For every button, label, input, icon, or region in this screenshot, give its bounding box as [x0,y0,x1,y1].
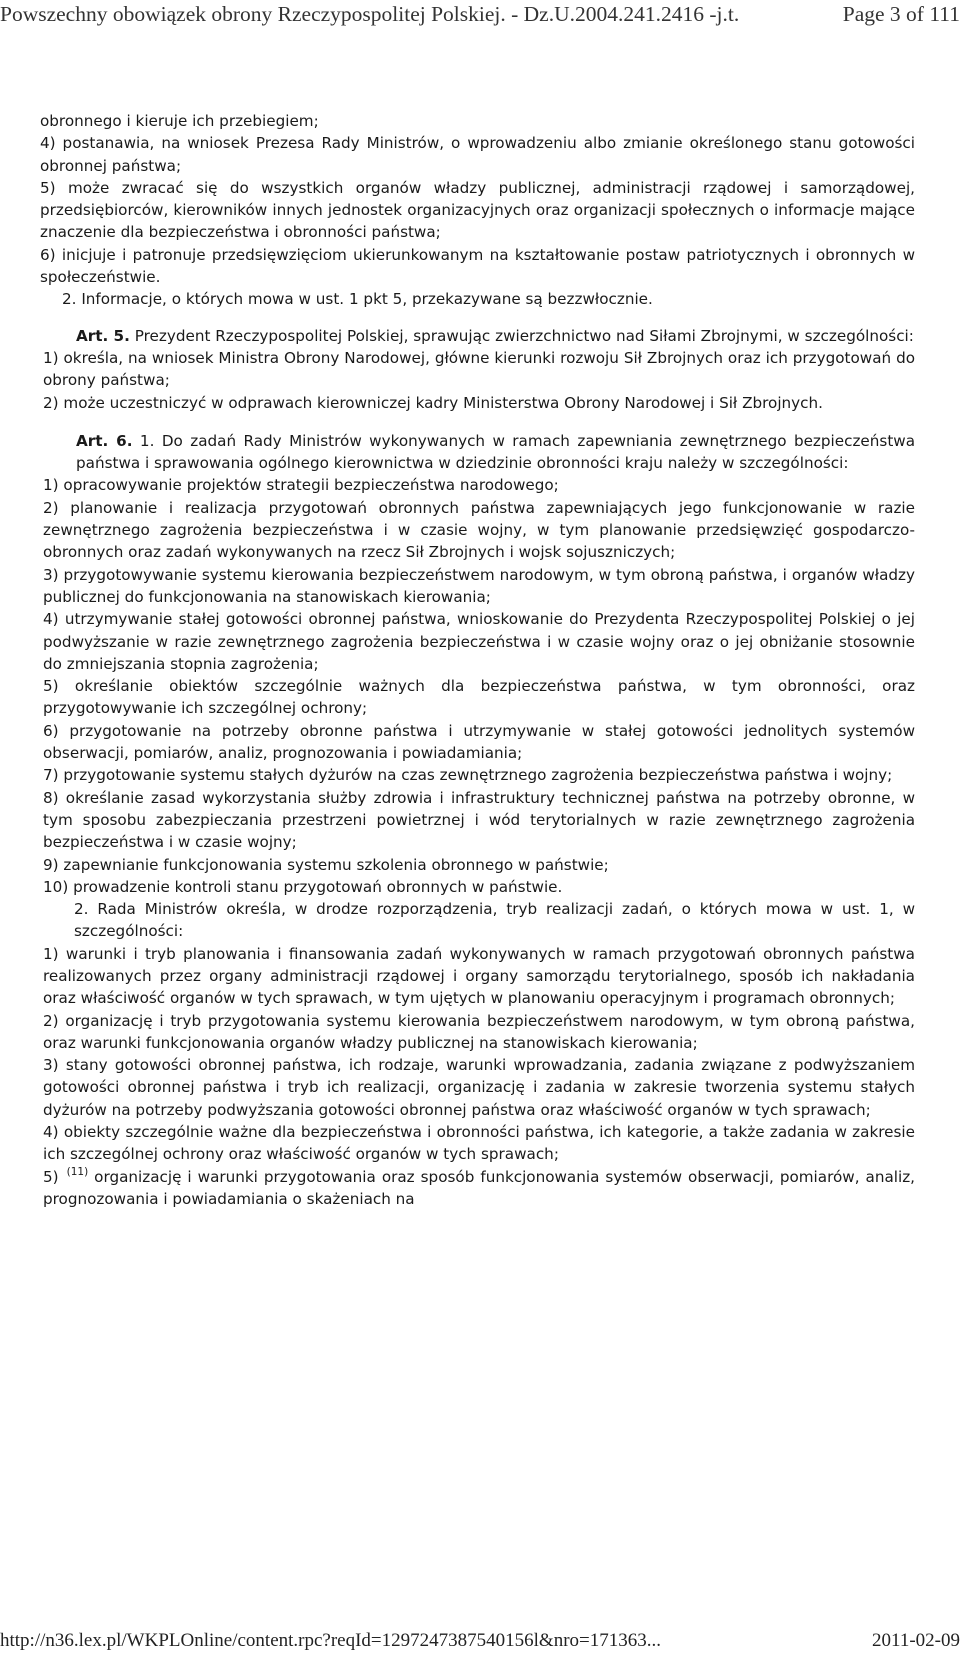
paragraph: obronnego i kieruje ich przebiegiem; [40,112,319,130]
list-item: 9) zapewnianie funkcjonowania systemu szkolenia obronnego w państwie; [43,855,609,874]
article-6 [40,430,915,475]
document-title: Powszechny obowiązek obrony Rzeczypospolitej Polskiej. - Dz.U.2004.241.2416 -j.t. [0,2,740,26]
footer-url[interactable]: http://n36.lex.pl/WKPLOnline/content.rpc?reqId=1297247387540156l&nro=171363... [0,1630,662,1651]
article-intro: Prezydent Rzeczypospolitej Polskiej, sprawując zwierzchnictwo nad Siłami Zbrojnymi, w szczególności: [129,326,914,345]
list-item: 4) utrzymywanie stałej gotowości obronnej państwa, wnioskowanie do Prezydenta Rzeczypospolitej Polskiej o jej podwyższanie w razie zewnętrznego zagrożenia bezpieczeństwa i w czasie wojny oraz o jej obniżanie stosownie do zmniejszania stopnia zagrożenia; [43,610,915,673]
list-item: 1) określa, na wniosek Ministra Obrony Narodowej, główne kierunki rozwoju Sił Zbrojnych oraz ich przygotowań do obrony państwa; [43,348,915,390]
list-item: 10) prowadzenie kontroli stanu przygotowań obronnych w państwie. [43,877,563,896]
list-item: 5) może zwracać się do wszystkich organów władzy publicznej, administracji rządowej i samorządowej, przedsiębiorców, kierowników innych jednostek organizacyjnych oraz organizacji społecznych o informacje mające znaczenie dla bezpieczeństwa i obronności państwa; [40,178,915,242]
print-footer [0,1630,960,1654]
footnote-reference[interactable]: (11) [66,1165,89,1178]
print-date: 2011-02-09 [872,1630,960,1651]
paragraph: 2. Informacje, o których mowa w ust. 1 pkt 5, przekazywane są bezzwłocznie. [62,290,653,309]
list-item: 7) przygotowanie systemu stałych dyżurów na czas zewnętrznego zagrożenia bezpieczeństwa państwa i wojny; [43,766,893,785]
list-item: 1) opracowywanie projektów strategii bezpieczeństwa narodowego; [43,476,559,495]
list-item: 6) inicjuje i patronuje przedsięwzięciom ukierunkowanym na kształtowanie postaw patriotycznych i obronnych w społeczeństwie. [40,245,915,287]
document-body [40,110,915,1210]
article-heading: Art. 6. [76,431,133,450]
list-item: 5) określanie obiektów szczególnie ważnych dla bezpieczeństwa państwa, w tym obronności, oraz przygotowywanie ich szczególnej ochrony; [43,677,915,718]
list-item: 6) przygotowanie na potrzeby obronne państwa i utrzymywanie w stałej gotowości jednolitych systemów obserwacji, pomiarów, analiz, prognozowania i powiadamiania; [43,721,915,763]
list-item: 3) stany gotowości obronnej państwa, ich rodzaje, warunki wprowadzania, zadania związane z podwyższaniem gotowości obronnej państwa i tryb ich realizacji, organizację i zadania w zakresie tworzenia systemu stałych dyżurów na potrzeby podwyższania gotowości obronnej państwa oraz właściwość organów w tych sprawach; [43,1056,915,1119]
list-item [40,1166,915,1211]
item-number: 5) [43,1167,59,1186]
article-heading: Art. 5. [76,326,130,345]
list-item: 1) warunki i tryb planowania i finansowania zadań wykonywanych w ramach przygotowań obronnych państwa realizowanych przez organy administracji rządowej i organy samorządu terytorialnego, sposób ich nakładania oraz właściwość organów w tych sprawach, w tym ujętych w planowaniu operacyjnym i programach obronnych; [43,944,915,1008]
list-item: 2) może uczestniczyć w odprawach kierowniczej kadry Ministerstwa Obrony Narodowej i Sił Zbrojnych. [43,393,823,412]
print-header [0,0,960,30]
page-number: Page 3 of 111 [842,2,960,26]
list-item: 4) obiekty szczególnie ważne dla bezpieczeństwa i obronności państwa, ich kategorie, a także zadania w zakresie ich szczególnej ochrony oraz właściwość organów w tych sprawach; [43,1123,915,1164]
list-item: 4) postanawia, na wniosek Prezesa Rady Ministrów, o wprowadzeniu albo zmianie określonego stanu gotowości obronnej państwa; [40,134,915,175]
item-text: organizację i warunki przygotowania oraz sposób funkcjonowania systemów obserwacji, pomiarów, analiz, prognozowania i powiadamiania o skażeniach na [43,1167,916,1208]
list-item: 8) określanie zasad wykorzystania służby zdrowia i infrastruktury technicznej państwa na potrzeby obronne, w tym sposobu zabezpieczania przestrzeni powietrznej i wód terytorialnych w razie zewnętrznego zagrożenia bezpieczeństwa i w czasie wojny; [43,788,915,852]
list-item: 3) przygotowywanie systemu kierowania bezpieczeństwem narodowym, w tym obroną państwa, i organów władzy publicznej do funkcjonowania na stanowiskach kierowania; [43,565,915,606]
paragraph: 2. Rada Ministrów określa, w drodze rozporządzenia, tryb realizacji zadań, o których mowa w ust. 1, w szczególności: [74,900,915,941]
list-item: 2) planowanie i realizacja przygotowań obronnych państwa zapewniających jego funkcjonowanie w razie zewnętrznego zagrożenia bezpieczeństwa i w czasie wojny, w tym planowanie przedsięwzięć gospodarczo-obronnych oraz zadań wykonywanych na rzecz Sił Zbrojnych i wojsk sojuszniczych; [43,498,915,562]
article-5 [40,325,915,347]
list-item: 2) organizację i tryb przygotowania systemu kierowania bezpieczeństwem narodowym, w tym obroną państwa, oraz warunki funkcjonowania organów władzy publicznej na stanowiskach kierowania; [43,1011,915,1052]
article-intro: 1. Do zadań Rady Ministrów wykonywanych w ramach zapewniania zewnętrznego bezpieczeństwa państwa i sprawowania ogólnego kierownictwa w dziedzinie obronności kraju należy w szczególności: [76,431,916,473]
